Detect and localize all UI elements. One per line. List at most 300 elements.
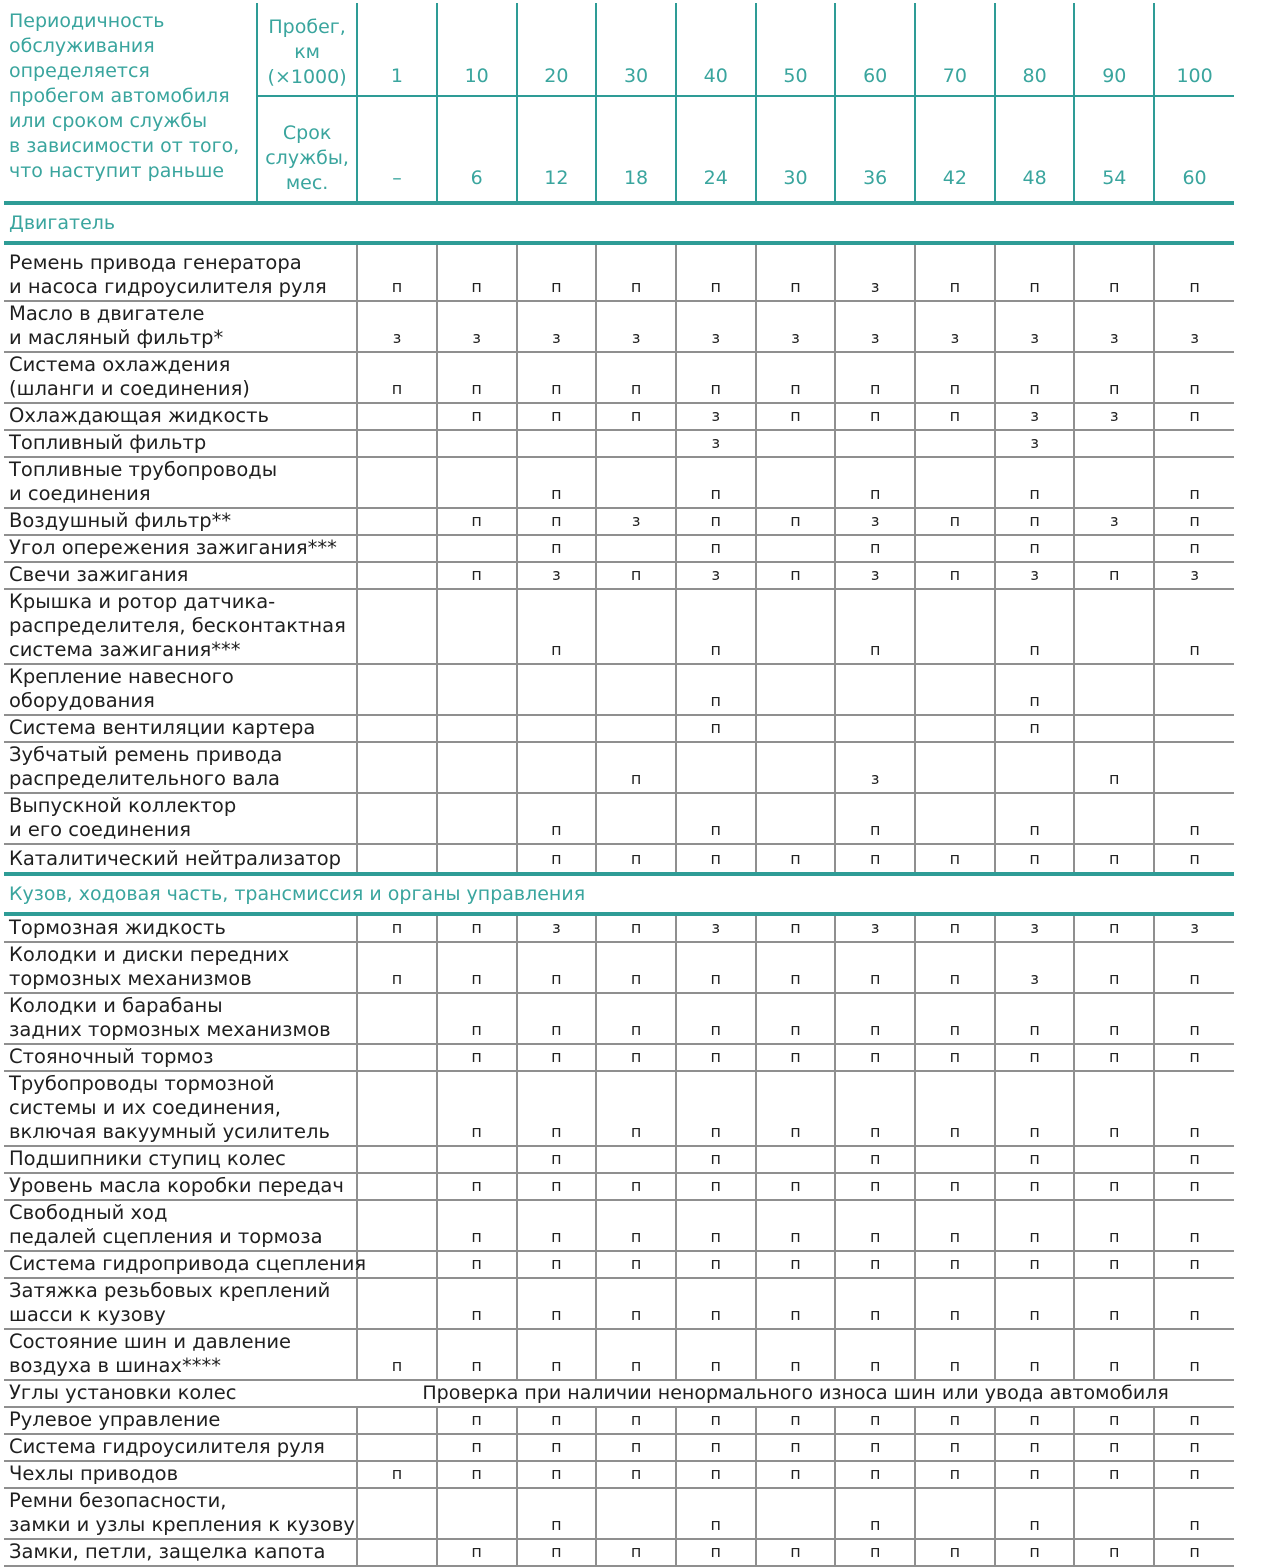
row-label-line: Крышка и ротор датчика- — [9, 590, 276, 613]
mileage-label-line: Пробег, — [268, 16, 346, 38]
schedule-cell: з — [1154, 562, 1234, 589]
schedule-cell: з — [1074, 403, 1154, 430]
schedule-cell: з — [995, 562, 1075, 589]
schedule-cell: п — [915, 1329, 995, 1380]
schedule-intro — [4, 3, 257, 203]
schedule-cell: п — [357, 243, 437, 301]
schedule-cell: п — [1154, 993, 1234, 1044]
schedule-cell: п — [995, 1407, 1075, 1434]
schedule-cell: п — [1154, 1539, 1234, 1566]
schedule-cell: п — [437, 1329, 517, 1380]
mileage-value: 80 — [995, 3, 1075, 96]
schedule-cell: п — [596, 1044, 676, 1071]
schedule-cell: з — [915, 301, 995, 352]
schedule-cell: п — [756, 403, 836, 430]
row-label — [4, 993, 357, 1044]
schedule-cell: п — [437, 1461, 517, 1488]
schedule-cell: п — [915, 243, 995, 301]
schedule-cell: п — [756, 1251, 836, 1278]
intro-line: пробегом автомобиля — [9, 85, 230, 107]
schedule-cell: п — [995, 1539, 1075, 1566]
schedule-cell — [437, 664, 517, 715]
row-label-line: оборудования — [9, 689, 155, 712]
schedule-cell: п — [835, 1278, 915, 1329]
row-label-line: и насоса гидроусилителя руля — [9, 275, 327, 298]
schedule-cell: п — [1154, 1407, 1234, 1434]
schedule-cell: п — [915, 1071, 995, 1146]
table-row — [4, 742, 1234, 793]
row-label-line: и масляный фильтр* — [9, 326, 224, 349]
schedule-cell — [357, 1407, 437, 1434]
schedule-cell: п — [517, 1278, 597, 1329]
schedule-cell: п — [1074, 562, 1154, 589]
schedule-cell: п — [596, 1539, 676, 1566]
schedule-cell: п — [835, 352, 915, 403]
schedule-cell — [437, 742, 517, 793]
term-value: 54 — [1074, 96, 1154, 203]
schedule-cell: п — [1154, 1071, 1234, 1146]
schedule-cell: п — [517, 844, 597, 874]
schedule-cell: п — [835, 1071, 915, 1146]
table-row — [4, 1329, 1234, 1380]
row-label — [4, 562, 357, 589]
schedule-cell: п — [756, 844, 836, 874]
schedule-cell — [357, 993, 437, 1044]
schedule-cell — [357, 1434, 437, 1461]
schedule-cell — [1074, 715, 1154, 742]
row-label — [4, 1434, 357, 1461]
schedule-cell: п — [1154, 1146, 1234, 1173]
intro-line: определяется — [9, 60, 150, 82]
row-label — [4, 1278, 357, 1329]
row-label-line: Углы установки колес — [9, 1381, 237, 1404]
table-row — [4, 942, 1234, 993]
row-label-line: Замки, петли, защелка капота — [9, 1540, 326, 1563]
schedule-cell: п — [676, 508, 756, 535]
row-label — [4, 1329, 357, 1380]
row-label — [4, 1539, 357, 1566]
schedule-cell: п — [915, 1407, 995, 1434]
term-value: 24 — [676, 96, 756, 203]
schedule-cell: п — [756, 1434, 836, 1461]
schedule-cell: п — [835, 844, 915, 874]
schedule-cell: п — [995, 1488, 1075, 1539]
schedule-cell: п — [756, 1329, 836, 1380]
term-value: 42 — [915, 96, 995, 203]
schedule-cell: п — [1154, 844, 1234, 874]
schedule-cell: п — [1154, 535, 1234, 562]
schedule-cell: п — [596, 352, 676, 403]
schedule-cell: п — [995, 1278, 1075, 1329]
schedule-cell: п — [596, 844, 676, 874]
row-label-line: и соединения — [9, 482, 151, 505]
schedule-cell: п — [915, 1173, 995, 1200]
row-label-line: Состояние шин и давление — [9, 1330, 292, 1353]
schedule-cell: п — [1154, 1488, 1234, 1539]
schedule-cell — [1074, 793, 1154, 844]
schedule-cell: п — [915, 914, 995, 942]
schedule-cell — [437, 589, 517, 664]
row-label-line: Уровень масла коробки передач — [9, 1174, 344, 1197]
schedule-cell — [357, 562, 437, 589]
schedule-cell — [756, 1146, 836, 1173]
schedule-cell: з — [517, 301, 597, 352]
schedule-cell: п — [517, 793, 597, 844]
schedule-cell — [915, 535, 995, 562]
schedule-cell — [437, 1146, 517, 1173]
schedule-cell: п — [756, 1071, 836, 1146]
schedule-cell: п — [1074, 1434, 1154, 1461]
schedule-cell: п — [676, 1146, 756, 1173]
schedule-cell — [676, 742, 756, 793]
schedule-cell — [596, 664, 676, 715]
term-label — [257, 96, 357, 203]
schedule-cell: п — [437, 1173, 517, 1200]
section-title: Двигатель — [4, 203, 1234, 243]
row-label-line: Охлаждающая жидкость — [9, 404, 269, 427]
row-label-line: задних тормозных механизмов — [9, 1018, 331, 1041]
schedule-cell: п — [1074, 1539, 1154, 1566]
schedule-cell: п — [1154, 589, 1234, 664]
schedule-cell: п — [1154, 1329, 1234, 1380]
schedule-cell: п — [995, 793, 1075, 844]
schedule-cell: п — [1154, 1200, 1234, 1251]
schedule-cell: п — [437, 1539, 517, 1566]
schedule-cell: п — [517, 1173, 597, 1200]
schedule-cell: п — [357, 942, 437, 993]
schedule-cell — [596, 715, 676, 742]
schedule-cell — [756, 457, 836, 508]
schedule-cell: п — [1154, 1251, 1234, 1278]
schedule-cell: п — [596, 993, 676, 1044]
schedule-cell: п — [1074, 742, 1154, 793]
schedule-cell: п — [995, 1146, 1075, 1173]
schedule-cell: п — [596, 1251, 676, 1278]
table-row — [4, 844, 1234, 874]
schedule-cell: з — [1154, 914, 1234, 942]
schedule-cell: п — [596, 1434, 676, 1461]
schedule-cell: п — [835, 457, 915, 508]
schedule-cell: п — [915, 352, 995, 403]
table-row — [4, 352, 1234, 403]
table-row — [4, 1488, 1234, 1539]
schedule-cell: п — [596, 942, 676, 993]
mileage-value: 100 — [1154, 3, 1234, 96]
table-row — [4, 562, 1234, 589]
term-value: 6 — [437, 96, 517, 203]
schedule-cell: п — [437, 942, 517, 993]
schedule-cell: п — [915, 844, 995, 874]
schedule-cell — [1074, 589, 1154, 664]
schedule-cell: п — [517, 1071, 597, 1146]
schedule-cell: п — [835, 1146, 915, 1173]
row-label-line: Подшипники ступиц колес — [9, 1147, 286, 1170]
schedule-cell: з — [835, 301, 915, 352]
table-row — [4, 403, 1234, 430]
row-note: Проверка при наличии ненормального износа шин или увода автомобиля — [357, 1380, 1234, 1407]
schedule-cell: п — [437, 1434, 517, 1461]
schedule-cell: з — [517, 914, 597, 942]
schedule-cell: п — [915, 1461, 995, 1488]
schedule-cell — [357, 793, 437, 844]
schedule-cell — [517, 430, 597, 457]
schedule-cell: п — [517, 1146, 597, 1173]
schedule-cell: п — [676, 1200, 756, 1251]
table-row — [4, 1539, 1234, 1566]
schedule-cell — [596, 1488, 676, 1539]
schedule-cell — [357, 664, 437, 715]
row-label-line: замки и узлы крепления к кузову — [9, 1513, 355, 1536]
row-label-line: Система гидропривода сцепления — [9, 1252, 367, 1275]
schedule-cell: п — [437, 562, 517, 589]
schedule-cell: з — [596, 301, 676, 352]
schedule-cell: з — [756, 301, 836, 352]
schedule-cell — [915, 664, 995, 715]
schedule-cell: п — [596, 243, 676, 301]
schedule-cell — [357, 1071, 437, 1146]
schedule-cell: п — [517, 535, 597, 562]
schedule-cell: п — [915, 508, 995, 535]
row-label-line: Стояночный тормоз — [9, 1045, 214, 1068]
term-value: 48 — [995, 96, 1075, 203]
row-label-line: распределительного вала — [9, 767, 281, 790]
schedule-cell — [437, 457, 517, 508]
schedule-cell: п — [995, 1434, 1075, 1461]
mileage-value: 1 — [357, 3, 437, 96]
table-row — [4, 1200, 1234, 1251]
schedule-cell — [1154, 715, 1234, 742]
schedule-cell — [1074, 430, 1154, 457]
term-label-line: мес. — [285, 172, 329, 194]
mileage-label-line: км — [294, 41, 320, 63]
schedule-cell: п — [517, 1488, 597, 1539]
table-row — [4, 914, 1234, 942]
section-header — [4, 874, 1234, 914]
row-label — [4, 942, 357, 993]
schedule-cell — [357, 457, 437, 508]
schedule-cell: п — [1074, 1251, 1154, 1278]
schedule-cell: п — [756, 1407, 836, 1434]
schedule-cell: п — [915, 993, 995, 1044]
intro-line: обслуживания — [9, 35, 155, 57]
row-label-line: распределителя, бесконтактная — [9, 614, 346, 637]
schedule-cell: п — [995, 535, 1075, 562]
schedule-cell: п — [835, 1488, 915, 1539]
row-label — [4, 1200, 357, 1251]
schedule-cell: п — [1074, 1329, 1154, 1380]
schedule-cell: з — [835, 742, 915, 793]
row-label-line: Система гидроусилителя руля — [9, 1435, 325, 1458]
row-label — [4, 1380, 357, 1407]
row-label-line: педалей сцепления и тормоза — [9, 1225, 323, 1248]
schedule-cell: п — [995, 243, 1075, 301]
schedule-cell — [517, 742, 597, 793]
schedule-cell: п — [756, 1539, 836, 1566]
schedule-cell: п — [756, 1200, 836, 1251]
table-row — [4, 457, 1234, 508]
schedule-cell: п — [1154, 508, 1234, 535]
schedule-cell: п — [756, 1173, 836, 1200]
schedule-cell: п — [835, 1044, 915, 1071]
schedule-cell: п — [676, 1461, 756, 1488]
term-value: 18 — [596, 96, 676, 203]
table-row — [4, 535, 1234, 562]
row-label-line: Топливный фильтр — [9, 431, 207, 454]
row-label — [4, 793, 357, 844]
schedule-cell: п — [756, 1278, 836, 1329]
term-value: 36 — [835, 96, 915, 203]
mileage-label-line: (×1000) — [267, 66, 347, 88]
schedule-cell: п — [1154, 352, 1234, 403]
schedule-cell: п — [1154, 1461, 1234, 1488]
schedule-cell: п — [1074, 1044, 1154, 1071]
schedule-cell: п — [596, 1407, 676, 1434]
row-label-line: Тормозная жидкость — [9, 916, 226, 939]
schedule-cell: п — [517, 1200, 597, 1251]
schedule-cell: п — [437, 1278, 517, 1329]
table-row — [4, 1071, 1234, 1146]
row-label-line: Ремни безопасности, — [9, 1489, 227, 1512]
schedule-cell: п — [756, 1044, 836, 1071]
schedule-cell: з — [517, 562, 597, 589]
row-label — [4, 301, 357, 352]
schedule-cell: з — [995, 430, 1075, 457]
schedule-cell — [915, 430, 995, 457]
schedule-cell — [915, 589, 995, 664]
table-row — [4, 301, 1234, 352]
schedule-cell: п — [517, 243, 597, 301]
schedule-cell — [357, 1488, 437, 1539]
row-label — [4, 352, 357, 403]
schedule-cell: п — [676, 942, 756, 993]
schedule-cell: п — [1154, 1434, 1234, 1461]
table-row — [4, 1461, 1234, 1488]
schedule-cell: п — [357, 914, 437, 942]
schedule-cell: з — [676, 430, 756, 457]
schedule-cell: п — [1154, 1044, 1234, 1071]
schedule-cell — [1074, 1146, 1154, 1173]
schedule-cell: п — [835, 589, 915, 664]
table-row — [4, 1434, 1234, 1461]
row-label-line: Угол опережения зажигания*** — [9, 536, 337, 559]
schedule-header — [4, 3, 1234, 203]
row-label — [4, 457, 357, 508]
term-label-line: службы, — [265, 147, 349, 169]
schedule-cell: п — [1154, 403, 1234, 430]
schedule-cell — [915, 793, 995, 844]
schedule-cell — [596, 430, 676, 457]
table-row — [4, 1044, 1234, 1071]
schedule-cell: п — [596, 1173, 676, 1200]
schedule-cell — [756, 535, 836, 562]
schedule-cell: з — [835, 562, 915, 589]
schedule-cell: п — [596, 403, 676, 430]
table-row — [4, 993, 1234, 1044]
schedule-cell: п — [676, 715, 756, 742]
schedule-cell: п — [676, 1251, 756, 1278]
schedule-cell: п — [676, 589, 756, 664]
schedule-cell: п — [995, 1251, 1075, 1278]
schedule-cell: п — [1074, 942, 1154, 993]
schedule-cell: п — [517, 403, 597, 430]
intro-line: или сроком службы — [9, 110, 208, 132]
mileage-value: 70 — [915, 3, 995, 96]
schedule-cell — [596, 793, 676, 844]
schedule-cell: п — [596, 1278, 676, 1329]
schedule-cell: п — [915, 403, 995, 430]
schedule-cell: п — [835, 535, 915, 562]
term-value: 12 — [517, 96, 597, 203]
schedule-cell: з — [995, 942, 1075, 993]
schedule-cell: п — [835, 1434, 915, 1461]
schedule-cell: п — [915, 1278, 995, 1329]
row-label-line: Чехлы приводов — [9, 1462, 179, 1485]
mileage-label — [257, 3, 357, 96]
schedule-cell: п — [676, 1173, 756, 1200]
schedule-cell: з — [596, 508, 676, 535]
schedule-cell: п — [517, 1407, 597, 1434]
schedule-cell: п — [596, 1200, 676, 1251]
row-label-line: шасси к кузову — [9, 1303, 166, 1326]
row-label — [4, 664, 357, 715]
schedule-cell: п — [357, 1329, 437, 1380]
schedule-cell: п — [835, 403, 915, 430]
schedule-cell: п — [835, 1251, 915, 1278]
row-label-line: включая вакуумный усилитель — [9, 1120, 330, 1143]
schedule-cell — [1074, 535, 1154, 562]
schedule-cell: п — [437, 508, 517, 535]
schedule-cell: п — [835, 1200, 915, 1251]
schedule-cell — [1154, 742, 1234, 793]
schedule-cell: з — [437, 301, 517, 352]
schedule-cell: п — [915, 1539, 995, 1566]
schedule-cell: п — [835, 793, 915, 844]
table-row — [4, 1407, 1234, 1434]
schedule-cell — [437, 715, 517, 742]
schedule-cell: п — [596, 1461, 676, 1488]
row-label — [4, 430, 357, 457]
schedule-cell: п — [437, 352, 517, 403]
schedule-cell — [915, 742, 995, 793]
schedule-cell: п — [517, 1539, 597, 1566]
row-label-line: Выпускной коллектор — [9, 794, 237, 817]
schedule-cell: п — [1074, 352, 1154, 403]
schedule-cell: п — [915, 942, 995, 993]
schedule-cell: п — [1154, 1173, 1234, 1200]
row-label — [4, 1461, 357, 1488]
schedule-cell: п — [1074, 1407, 1154, 1434]
row-label — [4, 1488, 357, 1539]
schedule-cell: п — [437, 1251, 517, 1278]
schedule-cell: п — [357, 1461, 437, 1488]
schedule-cell — [357, 508, 437, 535]
schedule-cell: п — [756, 993, 836, 1044]
row-label — [4, 535, 357, 562]
row-label — [4, 1044, 357, 1071]
table-row — [4, 430, 1234, 457]
row-label — [4, 742, 357, 793]
schedule-cell: п — [676, 1329, 756, 1380]
table-row — [4, 1278, 1234, 1329]
schedule-cell: п — [995, 1173, 1075, 1200]
schedule-cell — [756, 742, 836, 793]
schedule-cell — [1074, 664, 1154, 715]
schedule-cell — [357, 844, 437, 874]
schedule-cell — [357, 403, 437, 430]
schedule-cell: п — [437, 1071, 517, 1146]
maintenance-schedule-table — [4, 3, 1234, 1567]
schedule-cell — [357, 1251, 437, 1278]
